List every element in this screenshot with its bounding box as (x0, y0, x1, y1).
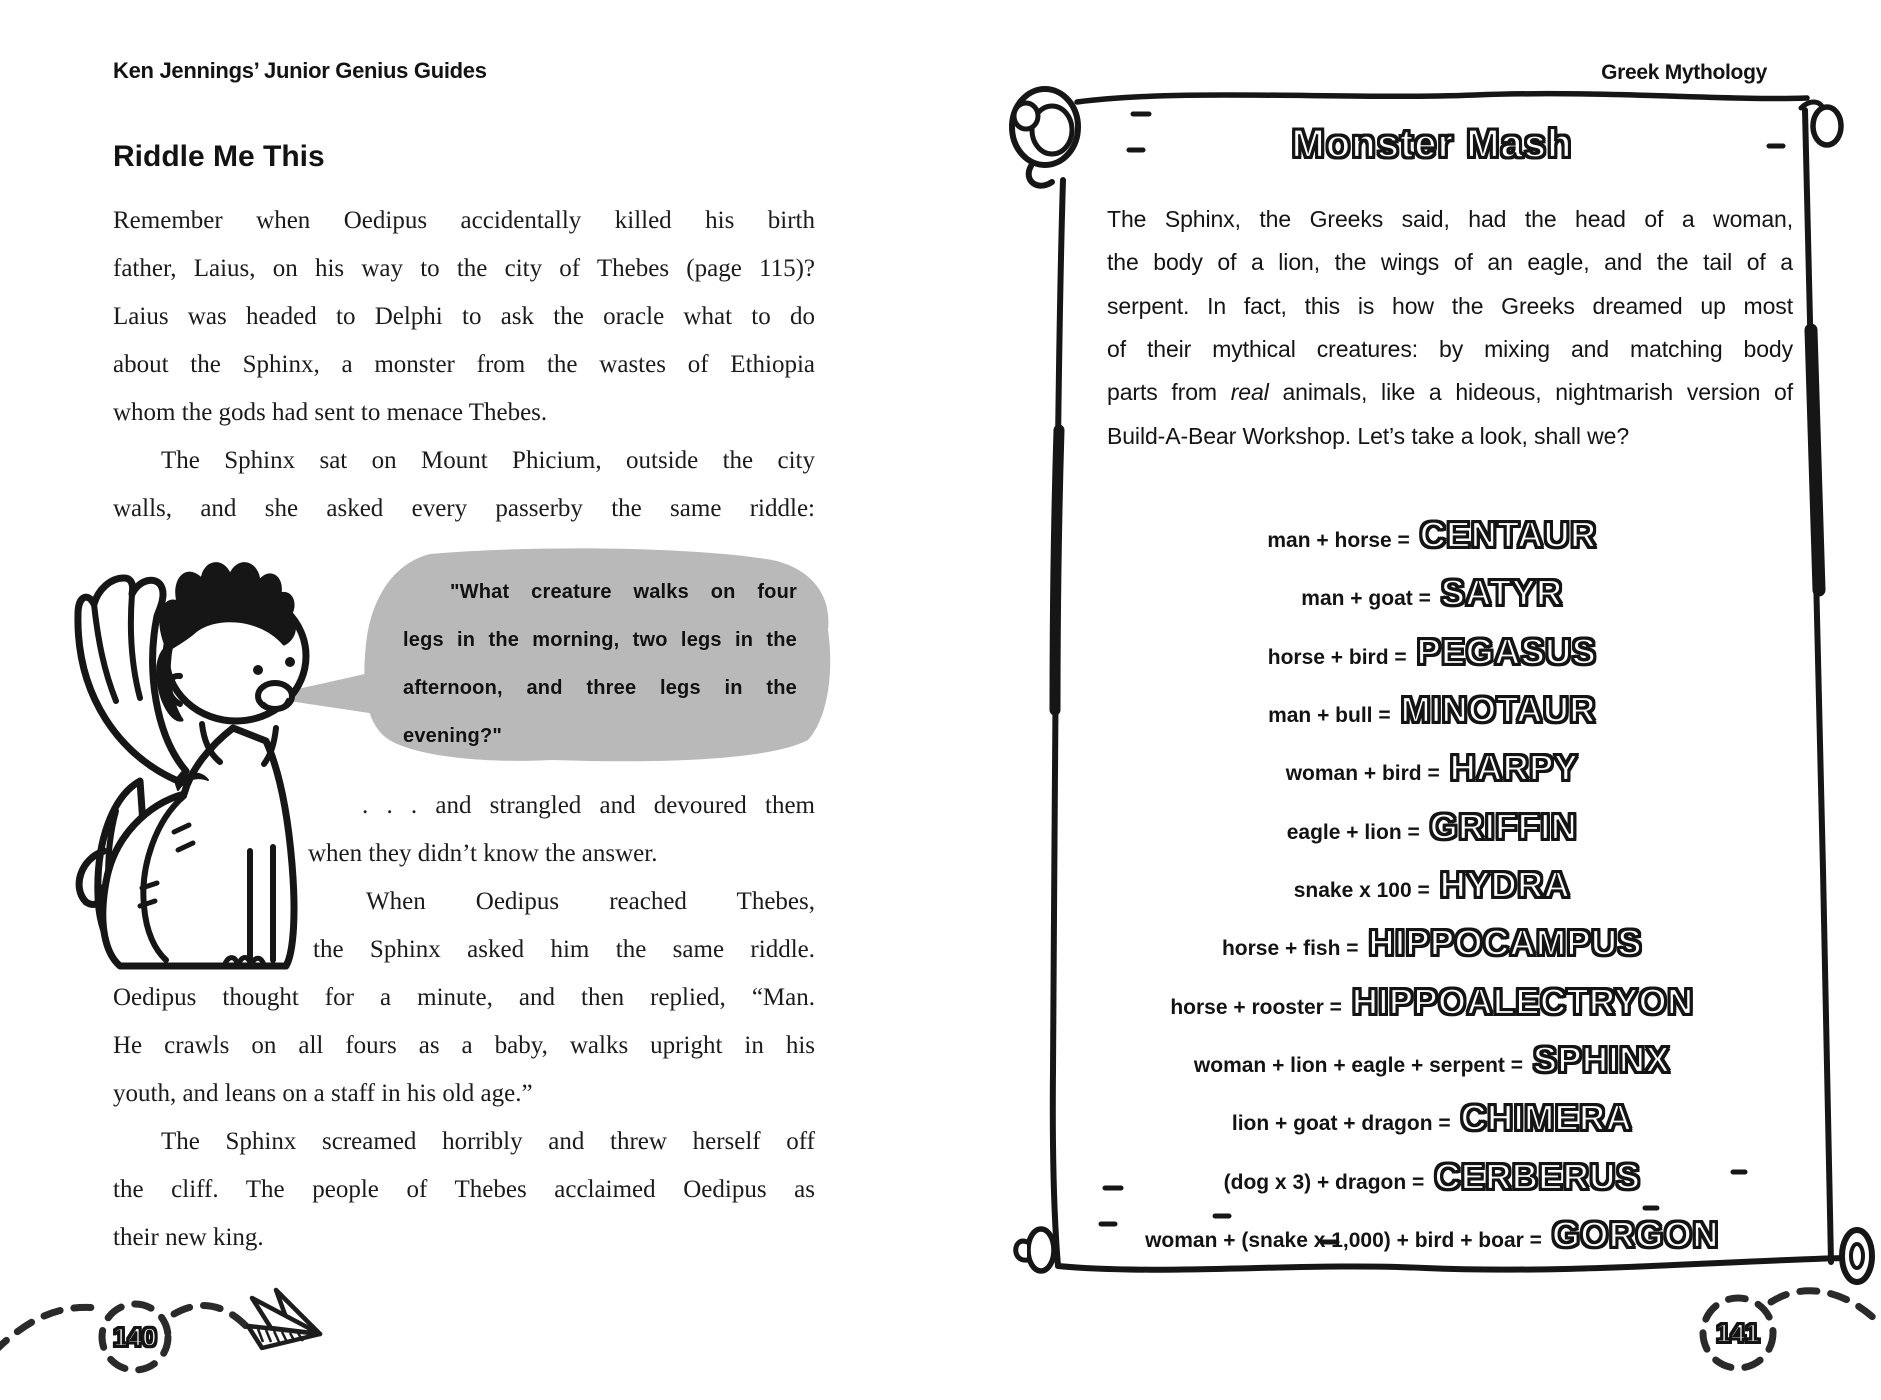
monster-formula: horse + bird = (1267, 646, 1407, 669)
monster-row (1052, 1041, 1812, 1087)
scroll-intro-line (1107, 377, 1793, 407)
monster-name: CERBERUS (1434, 1156, 1641, 1197)
monster-name: CENTAUR (1419, 514, 1597, 555)
monster-row (1052, 924, 1812, 970)
monster-name: HYDRA (1439, 864, 1571, 905)
body-line: When Oedipus reached Thebes, (366, 888, 815, 915)
monster-name: HARPY (1449, 747, 1579, 788)
bubble-line: "What creature walks on four (450, 581, 797, 603)
monster-row (1052, 866, 1812, 912)
monster-row (1052, 574, 1812, 620)
page-number-badge-right: 141 (1716, 1318, 1760, 1348)
monster-formula: horse + rooster = (1170, 996, 1342, 1019)
monster-name: HIPPOCAMPUS (1368, 922, 1643, 963)
scroll-intro-line: of their mythical creatures: by mixing and matching body (1107, 336, 1793, 362)
monster-name: SATYR (1440, 572, 1563, 613)
body-line: Oedipus thought for a minute, and then replied, “Man. (113, 984, 815, 1011)
paper-airplane-icon (248, 1290, 320, 1348)
body-line: The Sphinx screamed horribly and threw herself off (161, 1128, 815, 1155)
monster-row (1052, 983, 1812, 1029)
monster-formula: horse + fish = (1221, 937, 1359, 960)
monster-formula: snake x 100 = (1293, 879, 1430, 902)
body-line: He crawls on all fours as a baby, walks upright in his (113, 1032, 815, 1059)
section-heading: Riddle Me This (113, 140, 325, 173)
monster-row (1052, 516, 1812, 562)
monster-formula: (dog x 3) + dragon = (1223, 1171, 1425, 1194)
body-line: Remember when Oedipus accidentally killed his birth (113, 207, 815, 234)
body-line: their new king. (113, 1224, 264, 1251)
monster-formula: woman + (snake x 1,000) + bird + boar = (1145, 1229, 1542, 1252)
monster-row (1052, 1216, 1812, 1262)
body-line: whom the gods had sent to menace Thebes. (113, 399, 548, 426)
body-line: Laius was headed to Delphi to ask the oracle what to do (113, 303, 815, 330)
monster-name: PEGASUS (1416, 631, 1597, 672)
monster-row (1052, 808, 1812, 854)
sphinx-illustration (28, 556, 332, 970)
running-head-right: Greek Mythology (1601, 61, 1767, 84)
monster-name: CHIMERA (1460, 1097, 1633, 1138)
body-line: the cliff. The people of Thebes acclaimed Oedipus as (113, 1176, 815, 1203)
body-line: walls, and she asked every passerby the same riddle: (113, 495, 815, 522)
monster-formula: man + horse = (1267, 529, 1410, 552)
intro-segment-italic: real (1230, 379, 1269, 405)
body-line: the Sphinx asked him the same riddle. (313, 936, 815, 963)
monster-name: MINOTAUR (1400, 689, 1596, 730)
scroll-title: Monster Mash (1291, 122, 1573, 166)
page-number-badge-left: 140 (113, 1322, 157, 1352)
bubble-line: legs in the morning, two legs in the (403, 629, 797, 651)
body-line: . . . and strangled and devoured them (362, 792, 815, 819)
trail-left-icon (0, 1280, 400, 1400)
running-head-left: Ken Jennings’ Junior Genius Guides (113, 58, 487, 83)
monster-name: GRIFFIN (1429, 806, 1578, 847)
bubble-line: evening?" (403, 725, 503, 747)
monster-formula: eagle + lion = (1286, 821, 1420, 844)
scroll-intro-line: The Sphinx, the Greeks said, had the head of a woman, (1107, 206, 1793, 232)
monster-row (1052, 1158, 1812, 1204)
monster-row (1052, 1099, 1812, 1145)
body-line: when they didn’t know the answer. (308, 840, 658, 867)
bubble-line: afternoon, and three legs in the (403, 677, 797, 699)
body-line: father, Laius, on his way to the city of Thebes (page 115)? (113, 255, 815, 282)
monster-formula: man + bull = (1268, 704, 1391, 727)
body-line: youth, and leans on a staff in his old age.” (113, 1080, 533, 1107)
monster-name: HIPPOALECTRYON (1351, 981, 1694, 1022)
monster-formula: woman + bird = (1285, 762, 1440, 785)
scroll-intro-line: the body of a lion, the wings of an eagle, and the tail of a (1107, 249, 1793, 275)
intro-segment: parts from (1107, 379, 1231, 405)
monster-formula: man + goat = (1301, 587, 1431, 610)
monster-row (1052, 633, 1812, 679)
body-line: about the Sphinx, a monster from the wastes of Ethiopia (113, 351, 815, 378)
scroll-intro-line: serpent. In fact, this is how the Greeks dreamed up most (1107, 293, 1793, 319)
intro-segment: animals, like a hideous, nightmarish version of (1268, 379, 1793, 405)
monster-formula: lion + goat + dragon = (1231, 1112, 1451, 1135)
monster-row (1052, 749, 1812, 795)
body-line: The Sphinx sat on Mount Phicium, outside the city (161, 447, 815, 474)
monster-name: GORGON (1551, 1214, 1719, 1255)
monster-name: SPHINX (1533, 1039, 1671, 1080)
monster-row (1052, 691, 1812, 737)
scroll-intro-line: Build-A-Bear Workshop. Let’s take a look, shall we? (1107, 423, 1630, 449)
monster-formula: woman + lion + eagle + serpent = (1193, 1054, 1524, 1077)
